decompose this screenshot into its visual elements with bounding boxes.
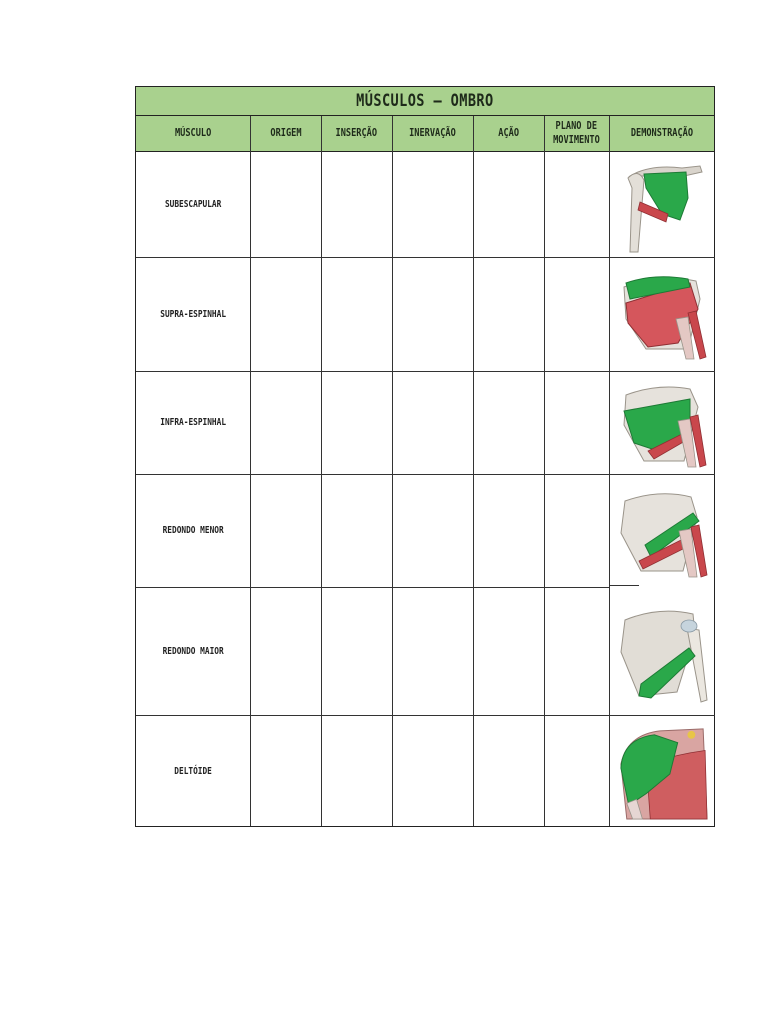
header-action: AÇÃO [498, 126, 519, 139]
header-row [136, 116, 714, 152]
header-insertion: INSERÇÃO [335, 126, 378, 139]
supraspinatus-illustration [617, 263, 709, 367]
header-muscle: MÚSCULO [174, 126, 212, 139]
teres-major-illustration [617, 593, 709, 711]
table-row-muscle: SUBESCAPULAR [164, 199, 222, 210]
table-row-muscle: REDONDO MAIOR [162, 645, 224, 657]
muscle-table [135, 86, 715, 827]
infraspinatus-illustration [617, 377, 709, 473]
col-divider [392, 116, 393, 826]
col-divider [473, 116, 474, 826]
col-divider [609, 116, 610, 826]
table-row-muscle: INFRA-ESPINHAL [160, 417, 226, 428]
header-plane-line1: PLANO DE [555, 120, 598, 133]
col-divider [321, 116, 322, 826]
row-divider [609, 585, 639, 586]
table-row-muscle: DELTÓIDE [174, 765, 212, 777]
header-plane-line2: MOVIMENTO [553, 133, 600, 146]
header-demo: DEMONSTRAÇÃO [630, 126, 694, 139]
header-plane [544, 116, 609, 151]
table-row-muscle: SUPRA-ESPINHAL [160, 308, 226, 320]
col-divider [250, 116, 251, 826]
header-innervation: INERVAÇÃO [409, 126, 456, 139]
subscapularis-illustration [617, 157, 709, 255]
deltoid-illustration [617, 721, 709, 823]
table-title: MÚSCULOS – OMBRO [356, 91, 494, 111]
header-origin: ORIGEM [269, 126, 302, 139]
table-title-bar [136, 87, 714, 116]
teres-minor-illustration [617, 483, 709, 583]
col-divider [544, 116, 545, 826]
table-row-muscle: REDONDO MENOR [162, 525, 224, 536]
